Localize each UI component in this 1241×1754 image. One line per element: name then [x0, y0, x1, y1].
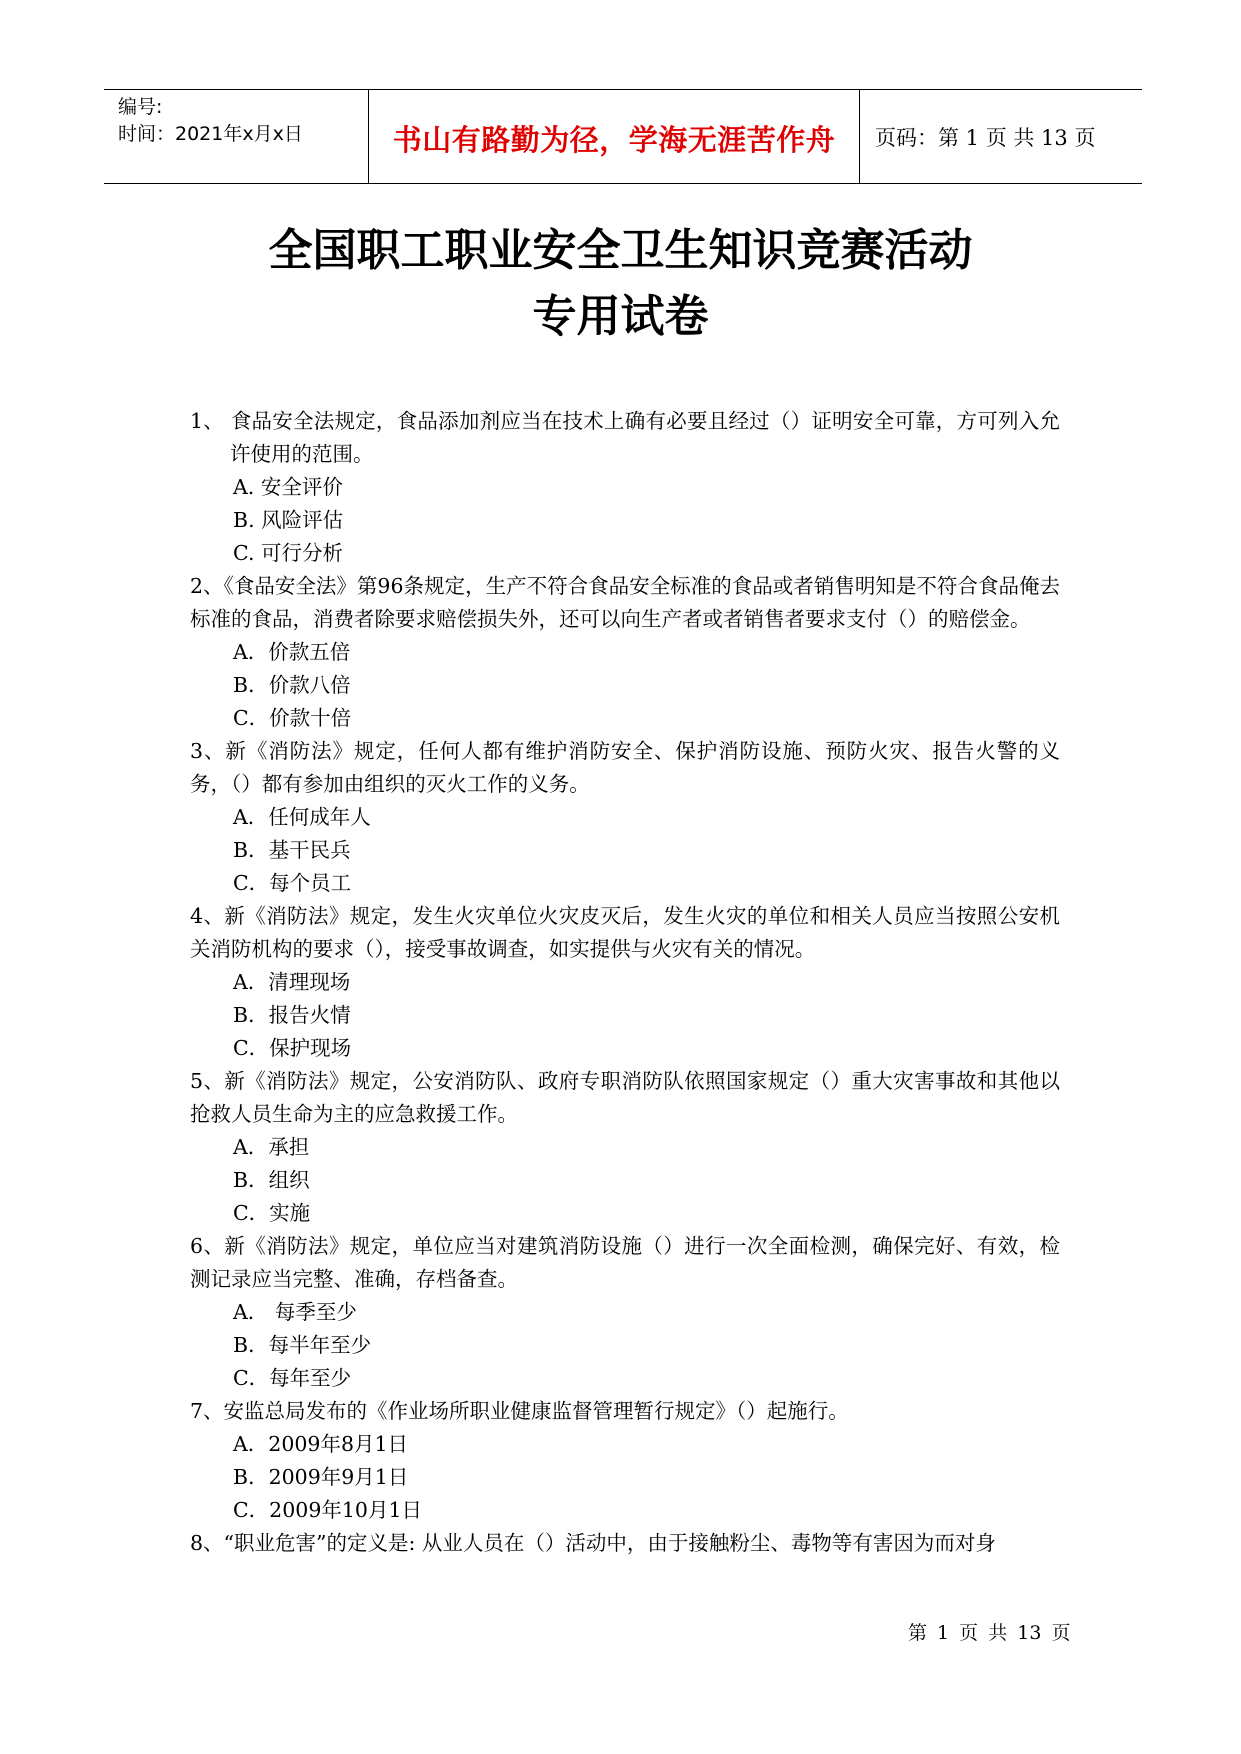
header-page-info: 页码：第 1 页 共 13 页 [875, 126, 1096, 150]
answer-option: C．价款十倍 [233, 706, 352, 730]
question-text: 1、 食品安全法规定，食品添加剂应当在技术上确有必要且经过（）证明安全可靠，方可列入允许使用的范围。 [190, 409, 1060, 466]
answer-option: C．2009年10月1日 [233, 1498, 422, 1522]
header-motto-cell [369, 90, 860, 183]
document-header [104, 89, 1142, 184]
document-title: 全国职工职业安全卫生知识竞赛活动 [268, 225, 973, 276]
page-footer: 第 1 页 共 13 页 [908, 1622, 1071, 1644]
question-text: 3、新《消防法》规定，任何人都有维护消防安全、保护消防设施、预防火灾、报告火警的义务，（）都有参加由组织的灭火工作的义务。 [190, 739, 1060, 796]
document-number-label: 编号: [118, 96, 163, 118]
answer-option: A. 安全评价 [233, 475, 343, 499]
header-meta-cell [104, 90, 369, 183]
answer-option: B．2009年9月1日 [233, 1465, 409, 1489]
header-page-cell [861, 90, 1142, 183]
answer-option: B．价款八倍 [233, 673, 351, 697]
header-motto: 书山有路勤为径，学海无涯苦作舟 [392, 123, 836, 157]
answer-option: B．每半年至少 [233, 1333, 372, 1357]
answer-option: B．报告火情 [233, 1003, 351, 1027]
answer-option: B．组织 [233, 1168, 310, 1192]
answer-option: C．每个员工 [233, 871, 352, 895]
answer-option: C．保护现场 [233, 1036, 352, 1060]
document-time-label: 时间：2021年x月x日 [118, 123, 303, 145]
answer-option: A． 每季至少 [233, 1300, 357, 1324]
answer-option: C．实施 [233, 1201, 311, 1225]
question-text: 7、安监总局发布的《作业场所职业健康监督管理暂行规定》（）起施行。 [190, 1399, 849, 1423]
question-text: 8、“职业危害”的定义是: 从业人员在（）活动中，由于接触粉尘、毒物等有害因为而对身 [190, 1531, 996, 1555]
answer-option: A．承担 [233, 1135, 310, 1159]
question-item [190, 570, 1060, 735]
answer-option: B．基干民兵 [233, 838, 351, 862]
question-text: 6、新《消防法》规定，单位应当对建筑消防设施（）进行一次全面检测，确保完好、有效，检测记录应当完整、准确，存档备查。 [190, 1234, 1060, 1291]
answer-option: A．清理现场 [233, 970, 351, 994]
answer-option: B. 风险评估 [233, 508, 344, 532]
answer-option: A．2009年8月1日 [233, 1432, 409, 1456]
document-subtitle: 专用试卷 [532, 291, 709, 342]
question-text: 5、新《消防法》规定，公安消防队、政府专职消防队依照国家规定（）重大灾害事故和其他以抢救人员生命为主的应急救援工作。 [190, 1069, 1060, 1126]
question-item [190, 405, 1060, 570]
question-item [190, 1230, 1060, 1395]
question-item [190, 1065, 1060, 1230]
question-item [190, 900, 1060, 1065]
question-item [190, 735, 1060, 900]
question-item [190, 1395, 1060, 1527]
question-item [190, 1527, 1060, 1560]
answer-option: A．价款五倍 [233, 640, 351, 664]
answer-option: C．每年至少 [233, 1366, 352, 1390]
answer-option: A．任何成年人 [233, 805, 371, 829]
answer-option: C. 可行分析 [233, 541, 343, 565]
question-list [190, 405, 1060, 1560]
question-text: 2、《食品安全法》第96条规定，生产不符合食品安全标准的食品或者销售明知是不符合食品俺去标准的食品，消费者除要求赔偿损失外，还可以向生产者或者销售者要求支付（）的赔偿金。 [190, 574, 1060, 631]
question-text: 4、新《消防法》规定，发生火灾单位火灾皮灭后，发生火灾的单位和相关人员应当按照公安机关消防机构的要求（），接受事故调查，如实提供与火灾有关的情况。 [190, 904, 1060, 961]
